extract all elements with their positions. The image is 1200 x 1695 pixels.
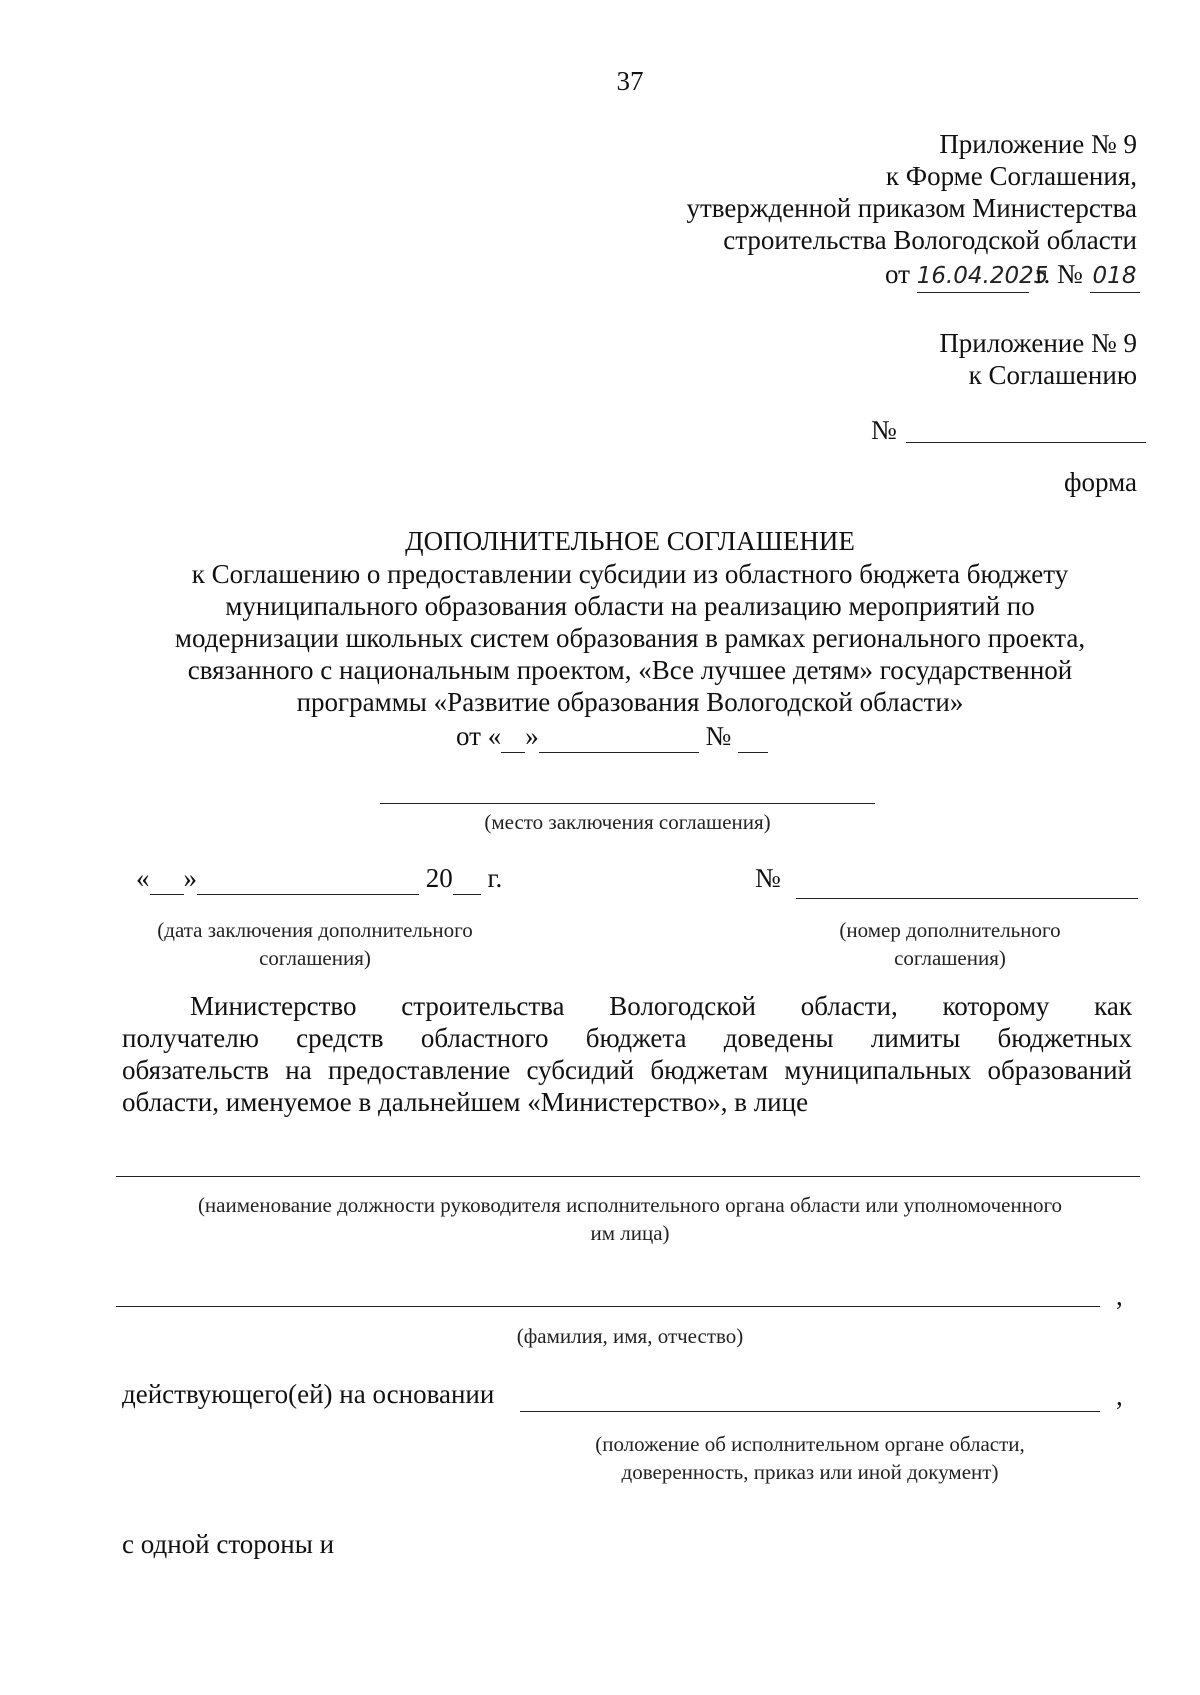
basis-caption-line1: (положение об исполнительном органе области, — [595, 1432, 1025, 1456]
page-number: 37 — [616, 66, 644, 96]
subtitle-line4: связанного с национальным проектом, «Все лучшее детям» государственной — [187, 655, 1073, 685]
acting-basis-field[interactable] — [520, 1411, 1100, 1412]
acting-basis-label: действующего(ей) на основании — [122, 1379, 495, 1409]
date-caption-line2: соглашения) — [259, 946, 371, 970]
full-name-field[interactable] — [116, 1306, 1100, 1307]
number-caption-line2: соглашения) — [894, 946, 1006, 970]
place-field[interactable] — [380, 803, 875, 804]
comma-2: , — [1116, 1381, 1123, 1411]
number-caption-line1: (номер дополнительного — [839, 918, 1061, 942]
agreement-number-field[interactable] — [906, 442, 1146, 443]
comma-1: , — [1116, 1281, 1123, 1311]
official-position-field[interactable] — [116, 1176, 1140, 1177]
agreement-ref-line: от « » № — [456, 720, 768, 753]
appendix1-line4: строительства Вологодской области — [723, 225, 1137, 255]
subtitle-line1: к Соглашению о предоставлении субсидии из областного бюджета бюджету — [191, 559, 1069, 589]
one-side-text: с одной стороны и — [122, 1529, 335, 1559]
approval-line — [885, 258, 1140, 293]
date-field[interactable]: « » 20 г. — [136, 863, 503, 893]
position-caption-line1: (наименование должности руководителя исполнительного органа области или уполномоченного — [197, 1193, 1063, 1217]
handwritten-date: 16.04.2025 — [917, 260, 1029, 293]
ref-from-label: от « — [456, 721, 502, 751]
subtitle-line3: модернизации школьных систем образования в рамках регионального проекта, — [174, 623, 1086, 653]
position-caption-line2: им лица) — [590, 1221, 670, 1245]
full-name-caption: (фамилия, имя, отчество) — [516, 1324, 744, 1348]
appendix1-line2: к Форме Соглашения, — [885, 161, 1137, 191]
handwritten-number: 018 — [1090, 260, 1140, 293]
form-label: форма — [1064, 467, 1137, 497]
subtitle-line2: муниципального образования области на реализацию мероприятий по — [225, 591, 1035, 621]
place-caption: (место заключения соглашения) — [484, 810, 771, 834]
supplement-number-label: № — [755, 863, 781, 893]
appendix2-line2: к Соглашению — [968, 360, 1137, 390]
subtitle-line5: программы «Развитие образования Вологодской области» — [296, 687, 964, 717]
supplement-number-field[interactable] — [796, 898, 1138, 899]
body-line4: области, именуемое в дальнейшем «Министерство», в лице — [122, 1087, 809, 1117]
date-caption-line1: (дата заключения дополнительного — [157, 918, 473, 942]
appendix1-line3: утвержденной приказом Министерства — [686, 193, 1137, 223]
body-line2: получателю средств областного бюджета доведены лимиты бюджетных — [122, 1023, 1132, 1053]
approval-number-label: г. № — [1028, 259, 1090, 289]
basis-caption-line2: доверенность, приказ или иной документ) — [621, 1460, 999, 1484]
body-line3: обязательств на предоставление субсидий бюджетам муниципальных образований — [122, 1055, 1132, 1085]
appendix2-line1: Приложение № 9 — [939, 328, 1137, 358]
agreement-number-label: № — [871, 415, 897, 445]
document-title: ДОПОЛНИТЕЛЬНОЕ СОГЛАШЕНИЕ — [405, 526, 855, 556]
body-line1: Министерство строительства Вологодской области, которому как — [190, 991, 1132, 1021]
appendix1-line1: Приложение № 9 — [939, 129, 1137, 159]
approval-from-label: от — [885, 259, 917, 289]
